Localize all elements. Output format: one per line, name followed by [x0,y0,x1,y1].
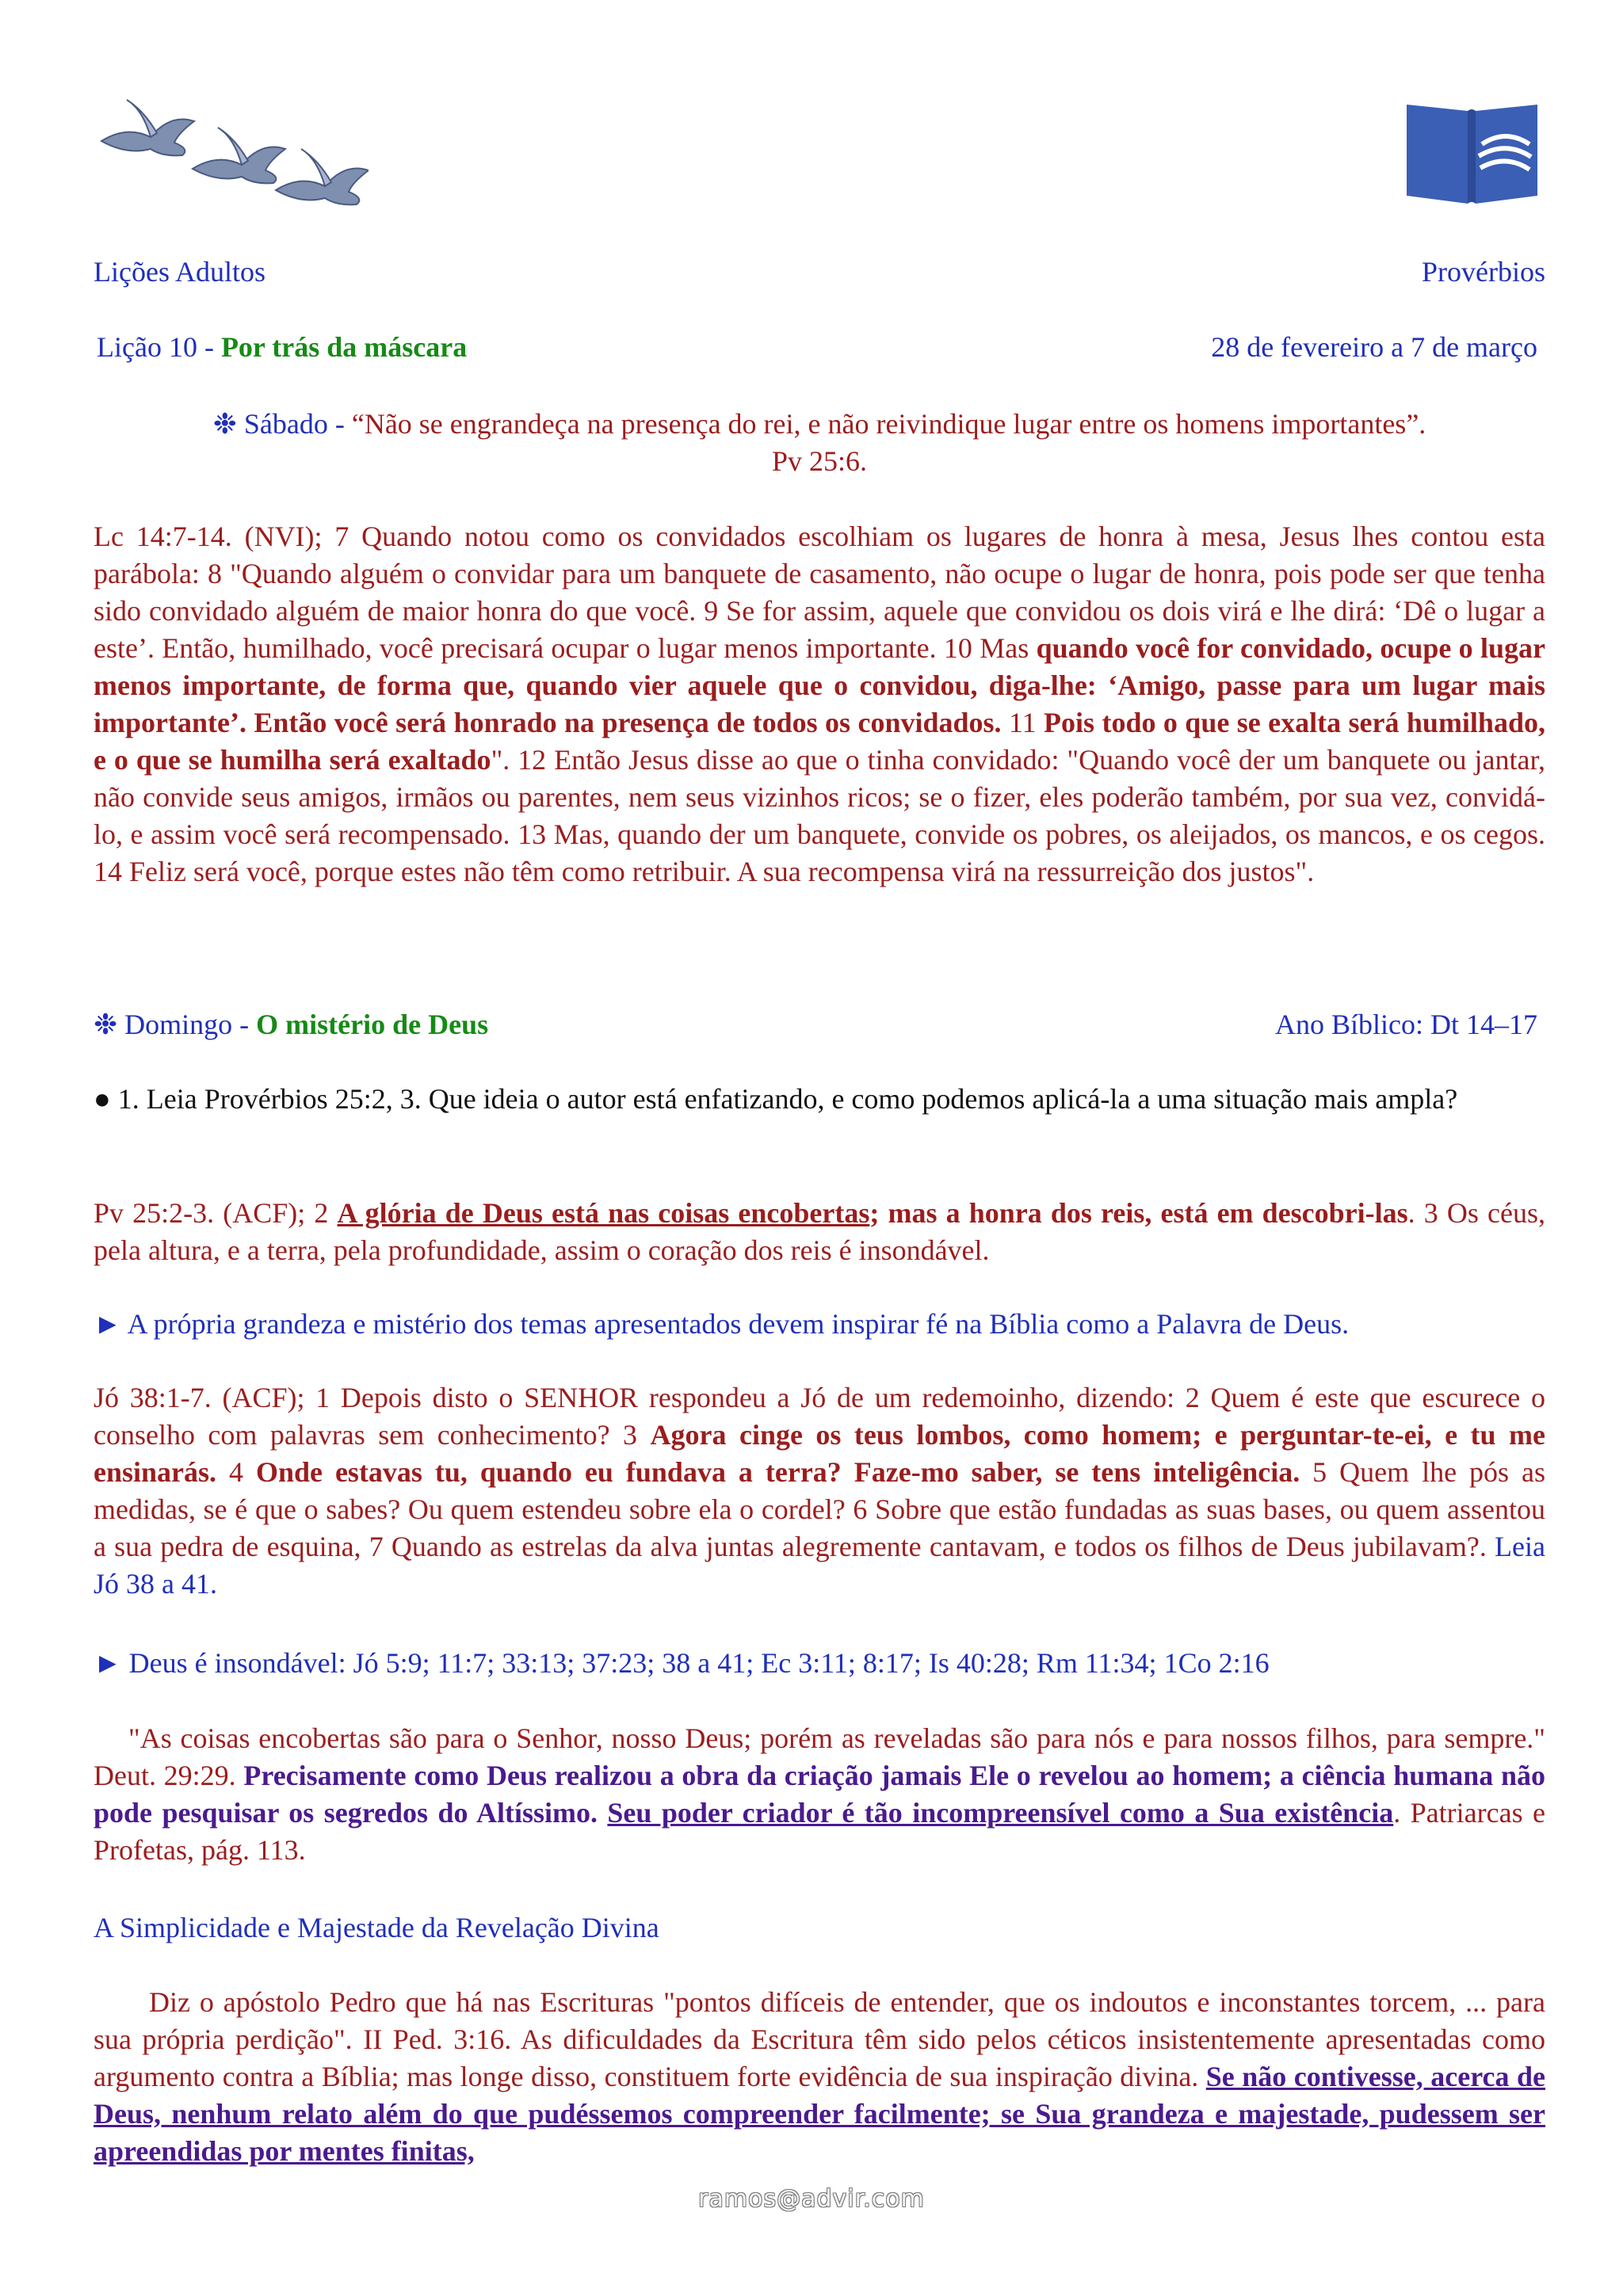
dove-icon [193,128,285,183]
jo-bold-1: Agora cinge os teus lombos, como homem; e perguntar-te-ei, e tu me ensinarás. [94,1419,1545,1488]
note-2: ► Deus é insondável: Jó 5:9; 11:7; 33:13; 37:23; 38 a 41; Ec 3:11; 8:17; Is 40:28; Rm 11:34; 1Co 2:16 [94,1647,1270,1679]
lesson-dates: 28 de fevereiro a 7 de março [1211,331,1537,363]
domingo-title: O mistério de Deus [256,1009,489,1040]
domingo-icon: ❉ [94,1009,118,1040]
jo-leia-link: Leia Jó 38 a 41. [94,1531,1545,1600]
doves-logo [95,93,369,212]
note-1: ► A própria grandeza e mistério dos temas apresentados devem inspirar fé na Bíblia como a Palavra de Deus. [94,1308,1350,1340]
lucas-text-2: 11 [1001,707,1044,738]
domingo-label: Domingo - [124,1009,257,1040]
pv-text-1: Pv 25:2-3. (ACF); 2 [94,1197,338,1229]
pp-bold-underline: Seu poder criador é tão incompreensível como a Sua existência [607,1797,1394,1829]
pp-text-3: . Patriarcas e Profetas, pág. 113. [94,1797,1545,1866]
footer-email: ramos@advir.com [698,2185,925,2213]
question-text: 1. Leia Provérbios 25:2, 3. Que ideia o autor está enfatizando, e como podemos aplicá-la a uma situação mais ampla? [110,1083,1458,1115]
lucas-text-3: ". 12 Então Jesus disse ao que o tinha convidado: "Quando você der um banquete ou jantar, não convide seus amigos, irmãos ou parentes, nem seus vizinhos ricos; se o fizer, eles poderão também, por sua vez, convidá-lo, e assim você será recompensado. 13 Mas, quando der um banquete, convide os pobres, os aleijados, os mancos, e os cegos. 14 Feliz será você, porque estes não têm como retribuir. A sua recompensa virá na ressurreição dos justos". [94,744,1545,887]
dove-icon [101,100,194,155]
sabado-block [94,406,1545,480]
pp-text-2 [598,1797,607,1829]
sabado-quote: “Não se engrandeça na presença do rei, e não reivindique lugar entre os homens importantes”. [351,408,1426,440]
jo-paragraph [94,1379,1545,1603]
header-left: Lições Adultos [94,256,265,288]
lesson-row [94,329,1545,366]
jo-bold-2: Onde estavas tu, quando eu fundava a terra? Faze-mo saber, se tens inteligência. [255,1456,1300,1488]
lesson-title: Por trás da máscara [220,331,468,363]
pp-text-1: "As coisas encobertas são para o Senhor, nosso Deus; porém as reveladas são para nós e para nossos filhos, para sempre." Deut. 29:29. [94,1722,1545,1791]
pv-bold-underline: A glória de Deus está nas coisas encobertas [337,1197,870,1229]
dove-icon [276,149,369,204]
last-bold-underline: Se não contivesse, acerca de Deus, nenhum relato além do que pudéssemos compreender facilmente; se Sua grandeza e majestade, pudessem ser apreendidas por mentes finitas, [94,2061,1545,2167]
jo-text-1: Jó 38:1-7. (ACF); 1 Depois disto o SENHOR respondeu a Jó de um redemoinho, dizendo: 2 Quem é este que escurece o conselho com palavras sem conhecimento? 3 [94,1382,1545,1451]
jo-text-3: 5 Quem lhe pós as medidas, se é que o sabes? Ou quem estendeu sobre ela o cordel? 6 Sobre que estão fundadas as suas bases, ou quem assentou a sua pedra de esquina, 7 Quando as estrelas da alva juntas alegremente cantavam, e todos os filhos de Deus jubilavam?. [94,1456,1546,1562]
sabado-icon: ❉ [212,408,237,440]
section-title: A Simplicidade e Majestade da Revelação Divina [94,1912,659,1943]
lucas-paragraph [94,518,1545,891]
sabado-label: Sábado - [243,408,352,440]
header-row [94,254,1545,291]
lucas-bold-2: Pois todo o que se exalta será humilhado, e o que se humilha será exaltado [94,707,1545,776]
sabado-ref: Pv 25:6. [771,445,868,477]
pv-paragraph [94,1195,1545,1269]
pv-text-2: . 3 Os céus, pela altura, e a terra, pela profundidade, assim o coração dos reis é insondável. [94,1197,1546,1266]
jo-text-2: 4 [216,1456,256,1488]
question-paragraph [94,1081,1545,1118]
lucas-text-1: Lc 14:7-14. (NVI); 7 Quando notou como os convidados escolhiam os lugares de honra à mesa, Jesus lhes contou esta parábola: 8 "Quando alguém o convidar para um banquete de casamento, não ocupe o lugar de honra, pois pode ser que tenha sido convidado alguém de maior honra do que você. 9 Se for assim, aquele que convidou os dois virá e lhe dirá: ‘Dê o lugar a este’. Então, humilhado, você precisará ocupar o lugar menos importante. 10 Mas [94,521,1545,664]
last-text-1: Diz o apóstolo Pedro que há nas Escrituras "pontos difíceis de entender, que os indoutos e inconstantes torcem, ... para sua própria perdição". II Ped. 3:16. As dificuldades da Escritura têm sido pelos céticos insistentemente apresentadas como argumento contra a Bíblia; mas longe disso, constituem forte evidência de sua inspiração divina. [94,1986,1545,2092]
lucas-bold-1: quando você for convidado, ocupe o lugar menos importante, de forma que, quando vier aquele que o convidou, diga-lhe: ‘Amigo, passe para um lugar mais importante’. Então você será honrado na presença de todos os convidados. [94,632,1546,738]
last-paragraph [94,1984,1545,2170]
pp-bold-1: Precisamente como Deus realizou a obra da criação jamais Ele o revelou ao homem; a ciência humana não pode pesquisar os segredos do Altíssimo. [94,1760,1545,1829]
bullet-icon: ● [94,1083,111,1115]
lesson-prefix: Lição 10 - [97,331,221,363]
domingo-row [94,1006,1545,1043]
pv-bold-1: ; mas a honra dos reis, está em descobri-las [869,1197,1408,1229]
open-bible-logo [1403,97,1541,208]
pp-paragraph [94,1720,1545,1869]
header-right: Provérbios [1422,256,1545,288]
ano-biblico: Ano Bíblico: Dt 14–17 [1275,1009,1537,1040]
